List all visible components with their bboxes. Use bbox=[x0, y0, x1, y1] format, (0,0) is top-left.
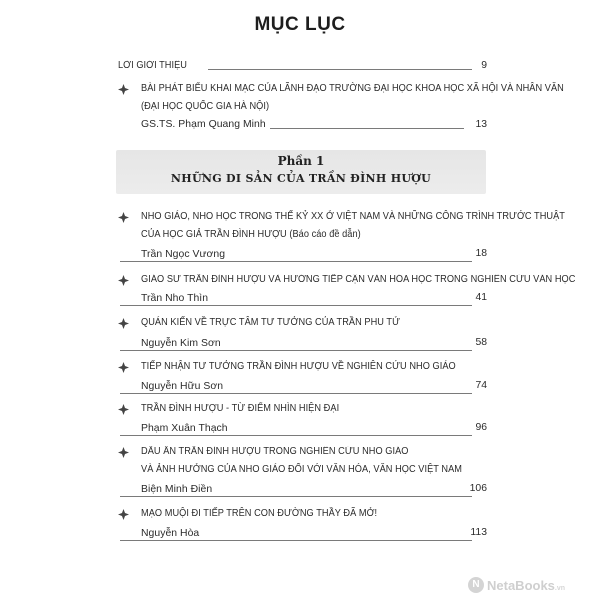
leader-rule bbox=[120, 540, 472, 541]
toc-entry-title: LỜI GIỚI THIỆU bbox=[118, 60, 188, 71]
diamond-bullet-icon bbox=[118, 318, 129, 329]
toc-entry-title-line1: DẤU ẤN TRẦN ĐÌNH HƯỢU TRONG NGHIÊN CỨU NHO GIÁO bbox=[141, 446, 409, 457]
part-label: Phần 1 bbox=[277, 154, 325, 168]
part-title: NHỮNG DI SẢN CỦA TRẦN ĐÌNH HƯỢU bbox=[170, 172, 432, 185]
leader-rule bbox=[120, 435, 472, 436]
toc-entry-title-line1: GIÁO SƯ TRẦN ĐÌNH HƯỢU VÀ HƯỚNG TIẾP CẬN VĂN HÓA HỌC TRONG NGHIÊN CỨU VĂN HỌC bbox=[141, 274, 576, 285]
leader-rule bbox=[120, 305, 472, 306]
leader-rule bbox=[120, 350, 472, 351]
page-number: 74 bbox=[475, 380, 487, 391]
page-number: 113 bbox=[470, 527, 487, 538]
page-number: 96 bbox=[475, 422, 487, 433]
toc-entry-title-line1: TIẾP NHẬN TƯ TƯỞNG TRẦN ĐÌNH HƯỢU VỀ NGHIÊN CỨU NHO GIÁO bbox=[141, 361, 456, 372]
diamond-bullet-icon bbox=[118, 509, 129, 520]
diamond-bullet-icon bbox=[118, 212, 129, 223]
page-number: 18 bbox=[475, 248, 487, 259]
toc-entry-author: GS.TS. Phạm Quang Minh bbox=[141, 119, 266, 130]
watermark-suffix: .vn bbox=[554, 585, 566, 592]
leader-rule bbox=[270, 128, 464, 129]
page-number: 58 bbox=[475, 337, 487, 348]
toc-entry-author: Phạm Xuân Thạch bbox=[141, 423, 228, 434]
leader-rule bbox=[120, 393, 472, 394]
toc-entry-title-line1: MẠO MUỘI ĐI TIẾP TRÊN CON ĐƯỜNG THẦY ĐÃ MỞ! bbox=[141, 508, 378, 519]
page-number: 106 bbox=[469, 483, 487, 494]
toc-entry-title-line1: BÀI PHÁT BIỂU KHAI MẠC CỦA LÃNH ĐẠO TRƯỜNG ĐẠI HỌC KHOA HỌC XÃ HỘI VÀ NHÂN VĂN bbox=[141, 83, 564, 94]
diamond-bullet-icon bbox=[118, 404, 129, 415]
toc-entry-title-line2: (ĐẠI HỌC QUỐC GIA HÀ NỘI) bbox=[141, 101, 270, 112]
page-number: 41 bbox=[475, 292, 487, 303]
toc-entry-title-line2: CỦA HỌC GIẢ TRẦN ĐÌNH HƯỢU (Báo cáo đề dẫn) bbox=[141, 229, 361, 240]
diamond-bullet-icon bbox=[118, 84, 129, 95]
leader-rule bbox=[208, 69, 472, 70]
leader-rule bbox=[120, 496, 472, 497]
toc-entry-author: Trần Nho Thìn bbox=[141, 293, 209, 304]
toc-entry-title-line1: NHO GIÁO, NHO HỌC TRONG THẾ KỶ XX Ở VIỆT NAM VÀ NHỮNG CÔNG TRÌNH TRƯỚC THUẬT bbox=[141, 211, 565, 222]
watermark bbox=[487, 578, 565, 593]
toc-entry-author: Nguyễn Hữu Sơn bbox=[141, 381, 224, 392]
page-number: 9 bbox=[481, 60, 487, 71]
toc-entry-title-line1: QUÁN KIẾN VỀ TRỰC TÂM TƯ TƯỞNG CỦA TRẦN PHU TỬ bbox=[141, 317, 400, 328]
toc-entry-author: Biện Minh Điền bbox=[141, 484, 213, 495]
toc-entry-author: Nguyễn Kim Sơn bbox=[141, 338, 221, 349]
page-number: 13 bbox=[475, 119, 487, 130]
toc-entry-title-line1: TRẦN ĐÌNH HƯỢU - TỪ ĐIỂM NHÌN HIỆN ĐẠI bbox=[141, 403, 340, 414]
toc-entry-author: Nguyễn Hòa bbox=[141, 528, 200, 539]
diamond-bullet-icon bbox=[118, 275, 129, 286]
watermark-text: NetaBooks bbox=[487, 578, 555, 593]
watermark-logo-icon: N bbox=[468, 577, 484, 593]
diamond-bullet-icon bbox=[118, 362, 129, 373]
diamond-bullet-icon bbox=[118, 447, 129, 458]
toc-entry-title-line2: VÀ ẢNH HƯỞNG CỦA NHO GIÁO ĐỐI VỚI VĂN HÓA, VĂN HỌC VIỆT NAM bbox=[141, 464, 463, 475]
leader-rule bbox=[120, 261, 472, 262]
toc-entry-author: Trần Ngọc Vương bbox=[141, 249, 226, 260]
page-title: MỤC LỤC bbox=[254, 14, 346, 35]
